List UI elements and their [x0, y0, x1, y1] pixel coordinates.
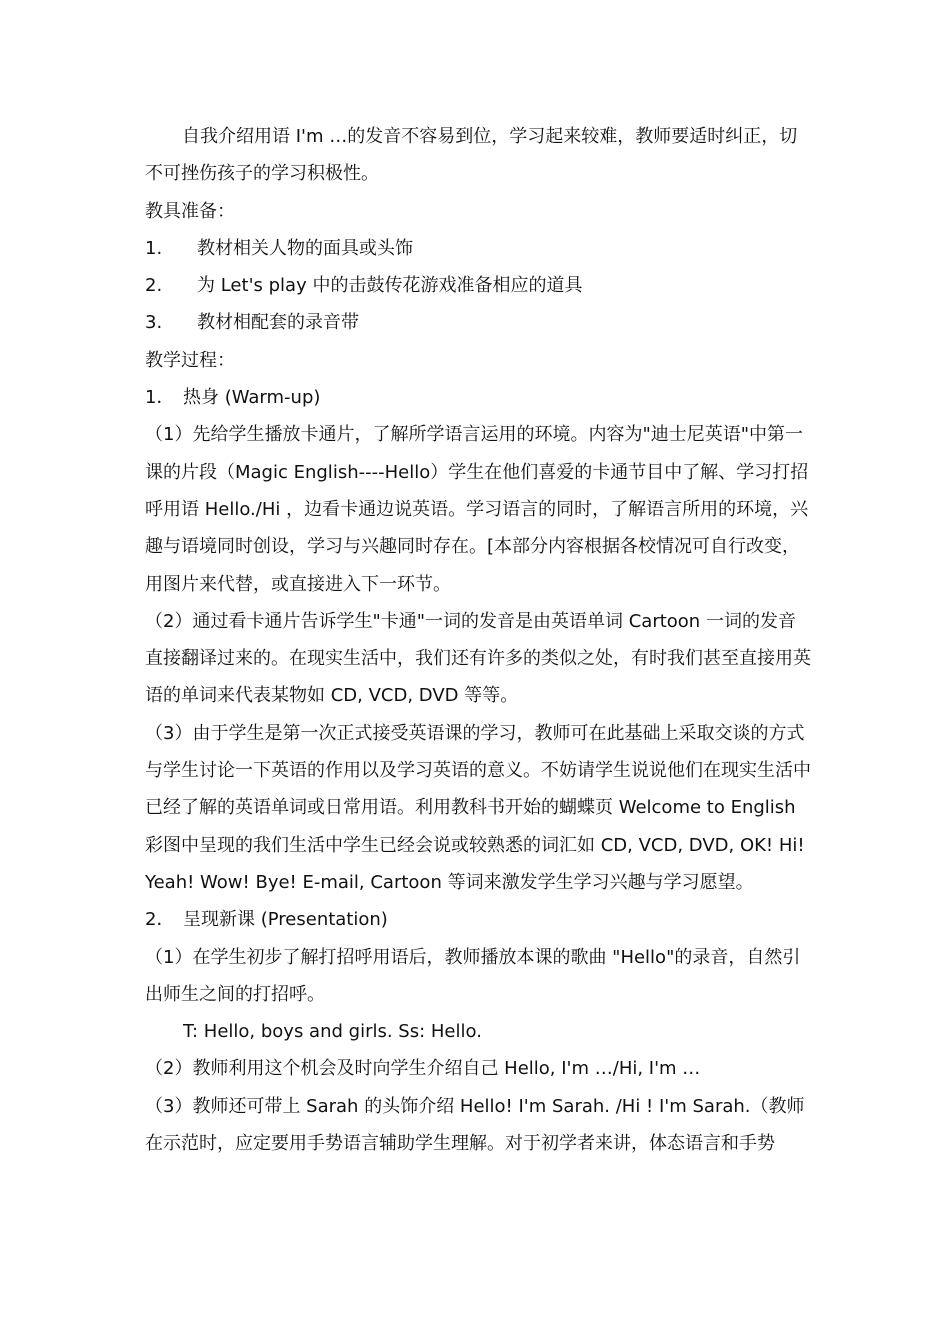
section2-number: 2． [145, 909, 175, 931]
section1-heading [145, 379, 813, 416]
intro-paragraph: 自我介绍用语 I'm …的发音不容易到位，学习起来较难，教师要适时纠正，切不可挫伤孩子的学习积极性。 [145, 126, 798, 185]
prep-item-number: 2. [145, 275, 163, 297]
document-body [145, 118, 813, 1162]
dialogue-line: T: Hello, boys and girls. Ss: Hello. [183, 1021, 482, 1043]
prep-item-3 [145, 304, 813, 341]
prep-item-number: 1. [145, 237, 163, 259]
section1-paragraph-2: （2）通过看卡通片告诉学生"卡通"一词的发音是由英语单词 Cartoon 一词的发音直接翻译过来的。在现实生活中，我们还有许多的类似之处，有时我们甚至直接用英语的单词来代表某物如 CD, VCD, DVD 等等。 [145, 610, 811, 707]
prep-item-text: 教材相关人物的面具或头饰 [197, 237, 413, 259]
section1-paragraph-3: （3）由于学生是第一次正式接受英语课的学习，教师可在此基础上采取交谈的方式与学生讨论一下英语的作用以及学习英语的意义。不妨请学生说说他们在现实生活中已经了解的英语单词或日常用语。利用教科书开始的蝴蝶页 Welcome to English 彩图中呈现的我们生活中学生已经会说或较熟悉的词汇如 CD, VCD, DVD, OK! Hi! Yeah! Wow! Bye! E-mail, Cartoon 等词来激发学生学习兴趣与学习愿望。 [145, 722, 811, 893]
prep-heading: 教具准备： [145, 200, 235, 222]
section2-title: 呈现新课 (Presentation) [183, 909, 388, 931]
section2-paragraph-1: （1）在学生初步了解打招呼用语后，教师播放本课的歌曲 "Hello"的录音，自然引出师生之间的打招呼。 [145, 946, 801, 1005]
prep-item-1 [145, 230, 813, 267]
section1-title: 热身 (Warm-up) [183, 387, 321, 409]
process-heading: 教学过程： [145, 349, 235, 371]
section2-paragraph-3: （3）教师还可带上 Sarah 的头饰介绍 Hello! I'm Sarah. /Hi ! I'm Sarah.（教师在示范时，应定要用手势语言辅助学生理解。对于初学者来讲，体态语言和手势 [145, 1095, 805, 1155]
section1-paragraph-1: （1）先给学生播放卡通片，了解所学语言运用的环境。内容为"迪士尼英语"中第一课的片段（Magic English----Hello）学生在他们喜爱的卡通节目中了解、学习打招呼用语 Hello./Hi ，边看卡通边说英语。学习语言的同时，了解语言所用的环境，兴趣与语境同时创设，学习与兴趣同时存在。[本部分内容根据各校情况可自行改变，用图片来代替，或直接进入下一环节。 [145, 424, 809, 595]
section2-paragraph-2: （2）教师利用这个机会及时向学生介绍自己 Hello, I'm …/Hi, I'm … [145, 1058, 701, 1080]
prep-item-text: 为 Let's play 中的击鼓传花游戏准备相应的道具 [197, 275, 583, 297]
section1-number: 1． [145, 387, 175, 409]
prep-item-2 [145, 267, 813, 304]
prep-item-number: 3. [145, 312, 163, 334]
section2-heading [145, 901, 813, 938]
prep-item-text: 教材相配套的录音带 [197, 312, 359, 334]
